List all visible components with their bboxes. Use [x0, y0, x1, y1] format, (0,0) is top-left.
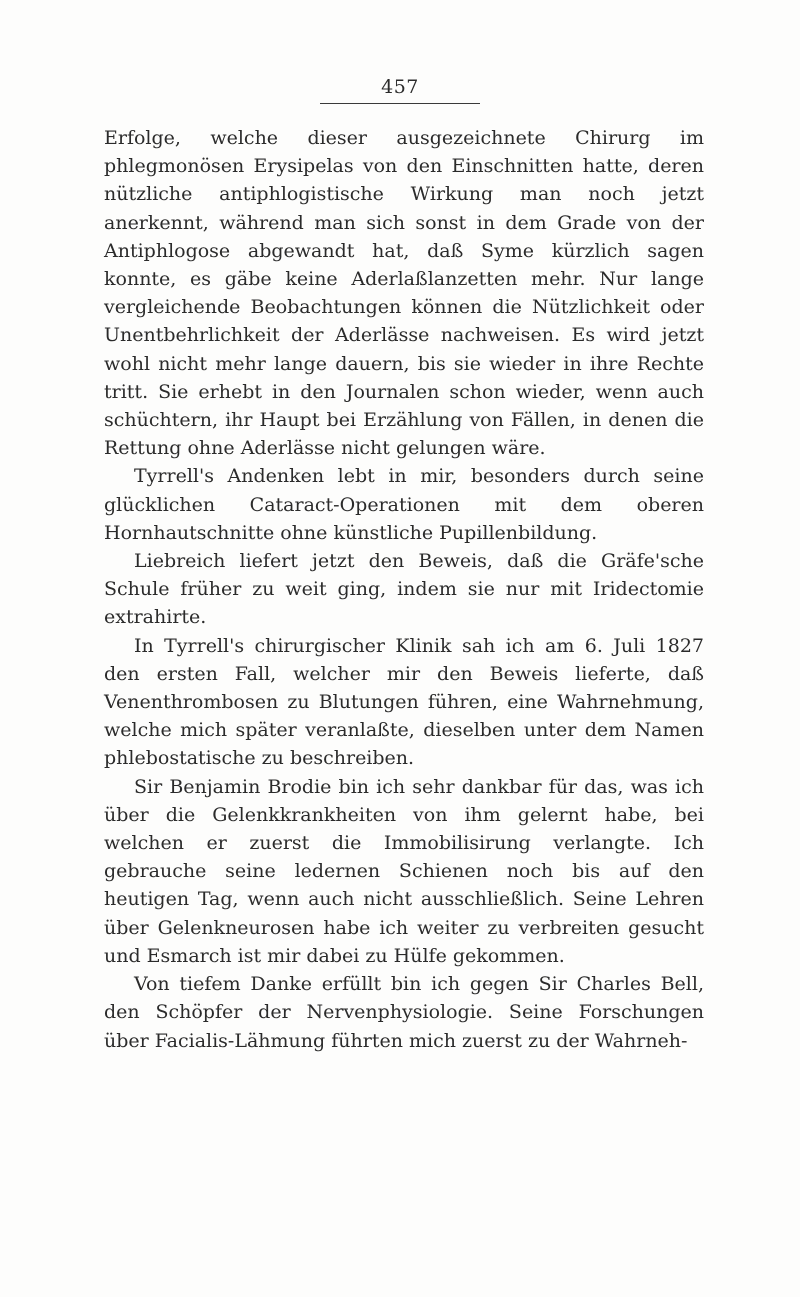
paragraph-charles-bell: Von tiefem Danke erfüllt bin ich gegen Sir Charles Bell, den Schöpfer der Nervenphysiologie. Seine Forschungen über Facialis-Lähmung führten mich zuerst zu der Wahrneh-	[104, 973, 704, 1052]
paragraph-tyrrell-clinic: In Tyrrell's chirurgischer Klinik sah ich am 6. Juli 1827 den ersten Fall, welcher mir den Beweis lieferte, daß Venenthrombosen zu Blutungen führen, eine Wahrnehmung, welche mich später veranlaßte, dieselben unter dem Namen phlebostatische zu beschreiben.	[104, 634, 704, 770]
paragraph-tyrrell-cataract: Tyrrell's Andenken lebt in mir, besonders durch seine glücklichen Cataract-Operationen mit dem oberen Hornhautschnitte ohne künstliche Pupillenbildung.	[104, 465, 704, 544]
body-text	[104, 124, 704, 1055]
page-number: 457	[381, 76, 419, 98]
paragraph-erysipelas: Erfolge, welche dieser ausgezeichnete Chirurg im phlegmonösen Erysipelas von den Einschnitten hatte, deren nützliche antiphlogistische Wirkung man noch jetzt anerkennt, während man sich sonst in dem Grade von der Antiphlogose abgewandt hat, daß Syme kürzlich sagen konnte, es gäbe keine Aderlaßlanzetten mehr. Nur lange vergleichende Beobachtungen können die Nützlichkeit oder Unentbehrlichkeit der Aderlässe nachweisen. Es wird jetzt wohl nicht mehr lange dauern, bis sie wieder in ihre Rechte tritt. Sie erhebt in den Journalen schon wieder, wenn auch schüchtern, ihr Haupt bei Erzählung von Fällen, in denen die Rettung ohne Aderlässe nicht gelungen wäre.	[104, 127, 704, 460]
header-rule	[320, 103, 480, 104]
paragraph-brodie: Sir Benjamin Brodie bin ich sehr dankbar für das, was ich über die Gelenkkrankheiten von ihm gelernt habe, bei welchen er zuerst die Immobilisirung verlangte. Ich gebrauche seine ledernen Schienen noch bis auf den heutigen Tag, wenn auch nicht ausschließlich. Seine Lehren über Gelenkneurosen habe ich weiter zu verbreiten gesucht und Esmarch ist mir dabei zu Hülfe gekommen.	[104, 775, 704, 967]
paragraph-liebreich: Liebreich liefert jetzt den Beweis, daß die Gräfe'sche Schule früher zu weit ging, indem sie nur mit Iridectomie extrahirte.	[104, 550, 704, 629]
